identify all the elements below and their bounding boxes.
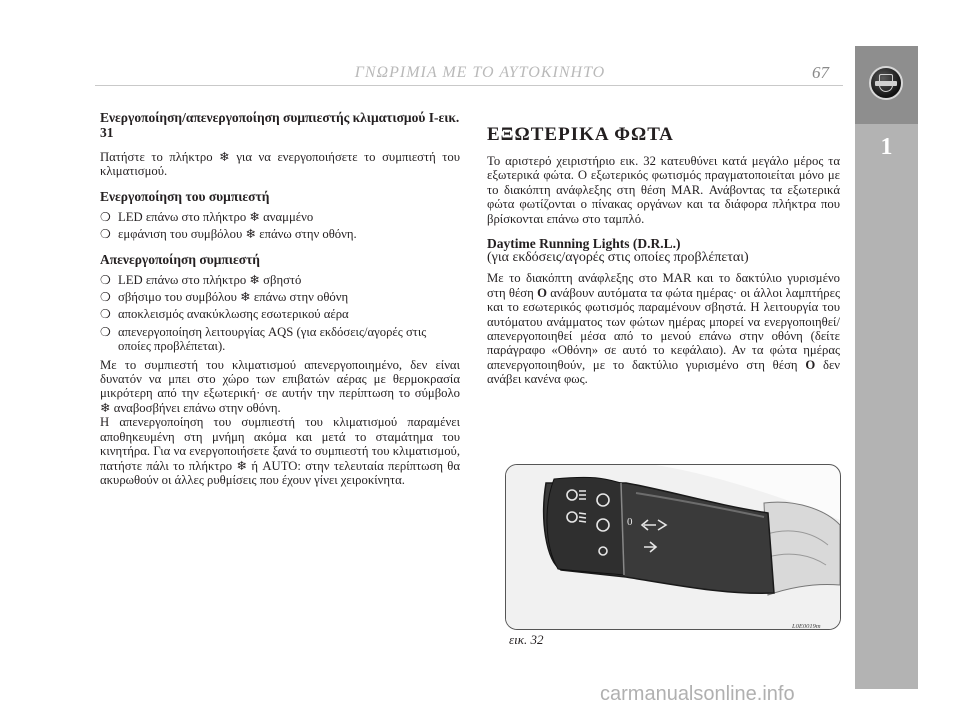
paragraph: Πατήστε το πλήκτρο ❄ για να ενεργοποιήσετε το συμπιεστή του κλιματισμού. — [100, 150, 460, 179]
header-divider — [95, 85, 843, 86]
bullet-list-off — [100, 273, 460, 354]
left-column — [100, 110, 460, 487]
light-stalk-illustration — [506, 465, 840, 629]
bullet-list-on — [100, 210, 460, 242]
paragraph: Με το συμπιεστή του κλιματισμού απενεργοποιημένο, δεν είναι δυνατόν να μπει στο χώρο των επιβατών αέρας με θερμοκρασία μικρότερη από την εξωτερική· σε αυτήν την περίπτωση το σύμβολο ❄ αναβοσβήνει επάνω στην οθόνη. — [100, 357, 460, 415]
logo-box — [855, 46, 918, 124]
section-heading-compressor-toggle: Ενεργοποίηση/απενεργοποίηση συμπιεστής κλιματισμού Ι-εικ. 31 — [100, 110, 460, 140]
watermark: carmanualsonline.info — [600, 683, 795, 705]
drl-subheading: (για εκδόσεις/αγορές στις οποίες προβλέπεται) — [487, 250, 749, 266]
paragraph-drl: Με το διακόπτη ανάφλεξης στο MAR και το δακτύλιο γυρισμένο στη θέση O ανάβουν αυτόματα τα φώτα ημέρας· οι άλλοι λαμπτήρες και το εσωτερικός φωτισμός παραμένουν σβηστά. Η λειτουργία του αυτόματου ανάμματος των φώτων ημέρας μπορεί να ενεργοποιηθεί/απενεργοποιηθεί μέσα από το μενού επάνω στην οθόνη (δείτε παράγραφο «Οθόνη» σε αυτό το κεφάλαιο). Αν τα φώτα ημέρας απενεργοποιηθούν, με το δακτύλιο γυρισμένο στη θέση O δεν ανάβει κανένα φως. — [487, 271, 841, 387]
list-item: ❍ LED επάνω στο πλήκτρο ❄ αναμμένο — [100, 210, 460, 224]
lancia-logo-icon — [869, 66, 903, 100]
drl-heading: Daytime Running Lights (D.R.L.) — [487, 236, 681, 252]
running-header: ΓΝΩΡΙΜΙΑ ΜΕ ΤΟ ΑΥΤΟΚΙΝΗΤΟ — [354, 64, 606, 81]
figure-caption: εικ. 32 — [509, 632, 544, 647]
figure-light-stalk — [505, 464, 841, 630]
section-heading-compressor-off: Απενεργοποίηση συμπιεστή — [100, 251, 260, 267]
section-heading-compressor-on: Ενεργοποίηση του συμπιεστή — [100, 188, 270, 204]
ring-mark-zero: 0 — [627, 516, 633, 528]
right-column — [487, 124, 840, 387]
chapter-side-tab — [855, 46, 918, 689]
list-item: ❍ αποκλεισμός ανακύκλωσης εσωτερικού αέρα — [100, 307, 460, 321]
chapter-number: 1 — [880, 134, 893, 160]
paragraph: Το αριστερό χειριστήριο εικ. 32 κατευθύνει κατά μεγάλο μέρος τα εξωτερικά φώτα. Ο εξωτερικός φωτισμός πραγματοποιείται μόνο με το διακόπτη ανάφλεξης στη θέση MAR. Ανάβοντας τα εξωτερικά φώτα φωτίζονται ο πίνακας οργάνων και τα διάφορα πλήκτρα που βρίσκονται επάνω στο ταμπλό. — [487, 154, 840, 226]
page-number: 67 — [812, 63, 829, 82]
paragraph: Η απενεργοποίηση του συμπιεστή του κλιματισμού παραμένει αποθηκευμένη στη μνήμη ακόμα και μετά το σταμάτημα του κινητήρα. Για να ενεργοποιήσετε ξανά το συμπιεστή του κλιματισμού, πατήστε πάλι το πλήκτρο ❄ ή AUTO: στην τελευταία περίπτωση θα ακυρωθούν οι άλλες ρυθμίσεις που έχουν γίνει χειροκίνητα. — [100, 415, 460, 487]
section-heading-exterior-lights: ΕΞΩΤΕΡΙΚΑ ΦΩΤΑ — [487, 124, 674, 145]
figure-code: L0E0019m — [792, 623, 821, 630]
list-item: ❍ LED επάνω στο πλήκτρο ❄ σβηστό — [100, 273, 460, 287]
list-item: ❍ απενεργοποίηση λειτουργίας AQS (για εκδόσεις/αγορές στις οποίες προβλέπεται). — [100, 325, 460, 354]
list-item: ❍ σβήσιμο του συμβόλου ❄ επάνω στην οθόνη — [100, 290, 460, 304]
list-item: ❍ εμφάνιση του συμβόλου ❄ επάνω στην οθόνη. — [100, 227, 460, 241]
